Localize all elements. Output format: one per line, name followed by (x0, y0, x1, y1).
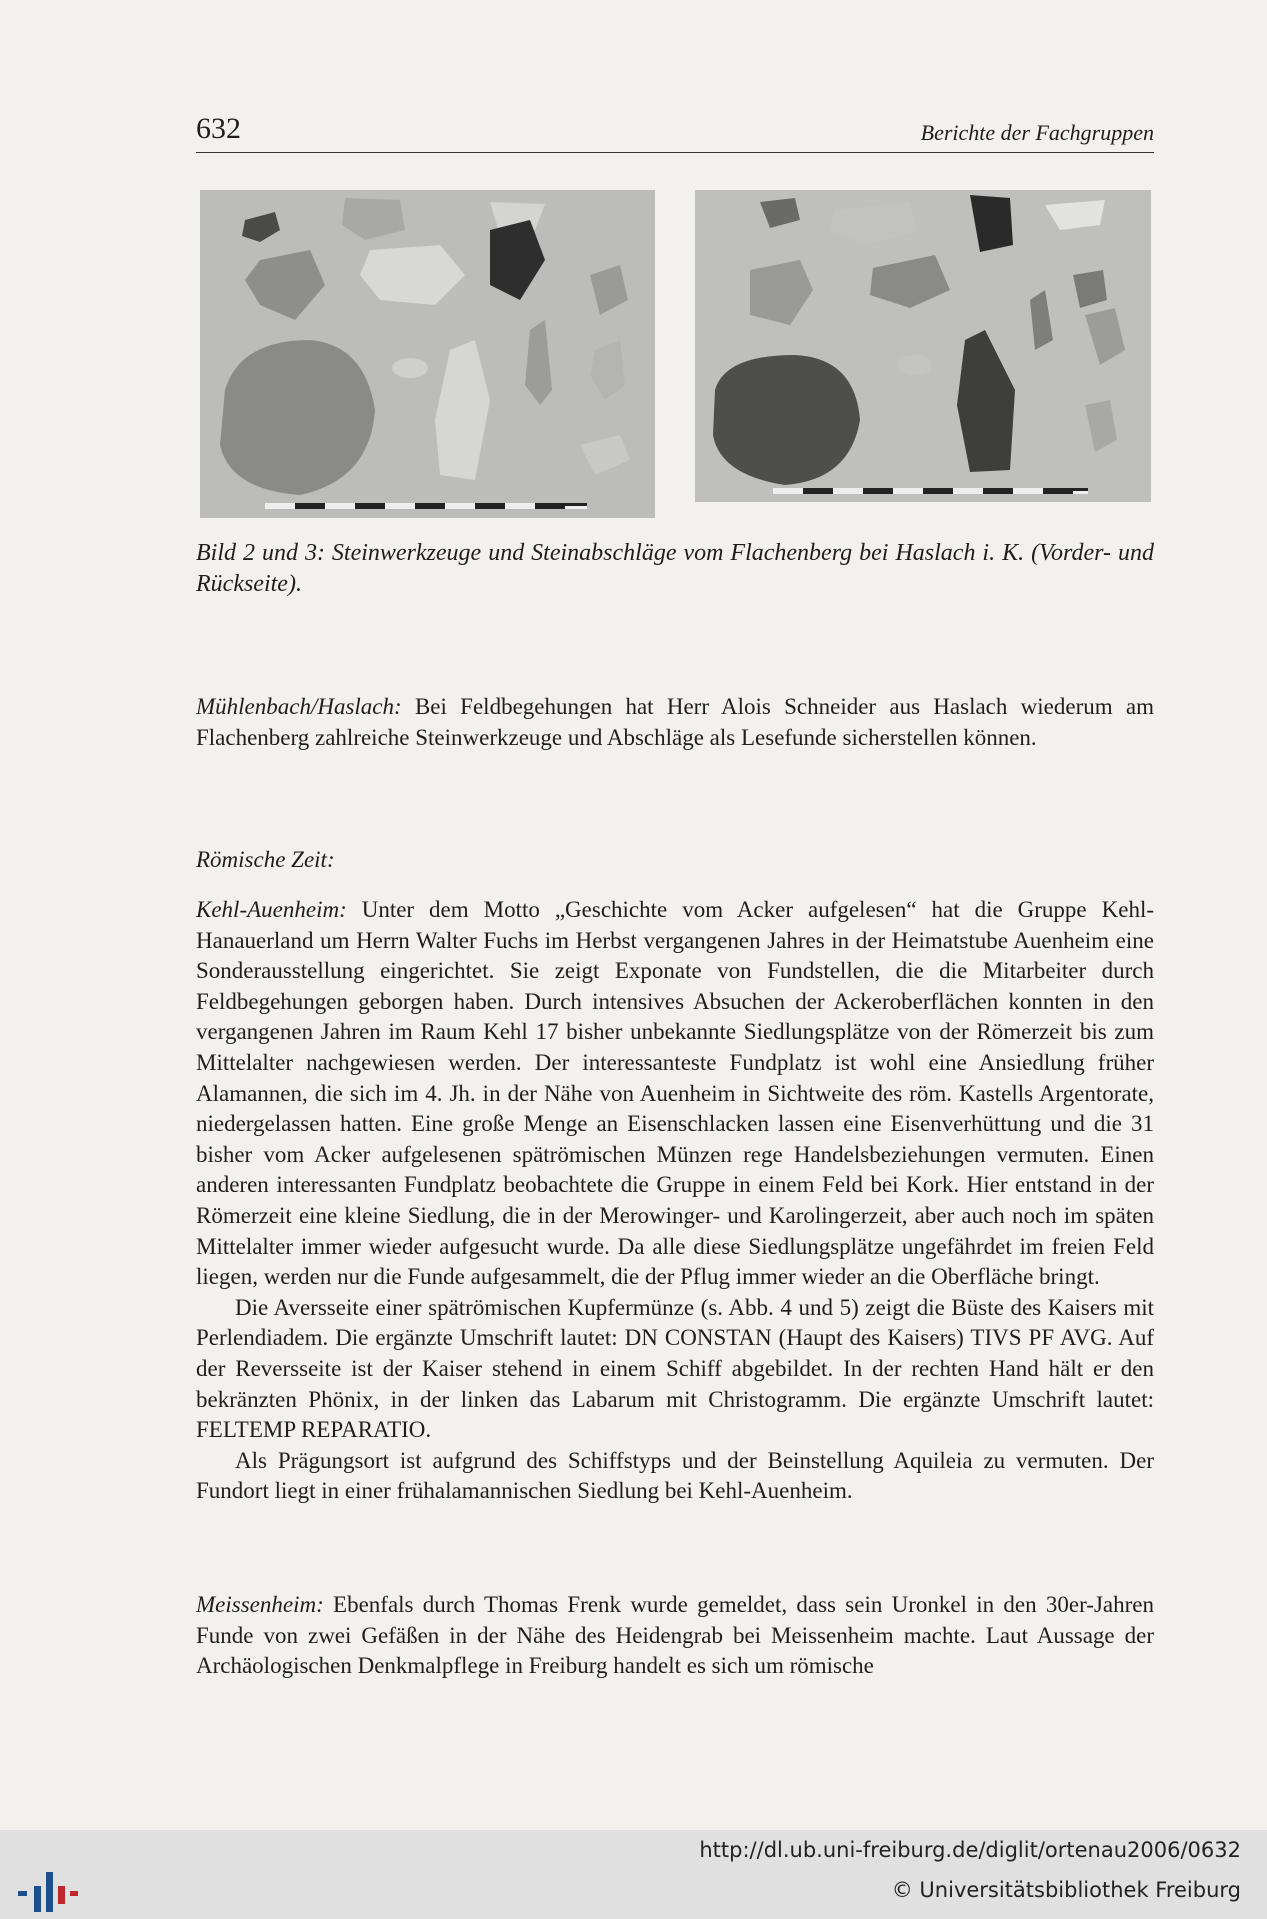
paragraph-mint: Als Prägungsort ist aufgrund des Schiffstyps und der Beinstellung Aquileia zu vermuten. Der Fundort liegt in einer frühalamannischen Siedlung bei Kehl-Auenheim. (196, 1447, 1154, 1504)
place-name: Meissenheim: (196, 1592, 324, 1617)
page-header (196, 112, 1154, 153)
paragraph-text: Unter dem Motto „Geschichte vom Acker aufgelesen“ hat die Gruppe Kehl-Hanauerland um Herrn Walter Fuchs im Herbst vergangenen Jahres in der Heimatstube Auenheim eine Sonderausstellung eingerichtet. Sie zeigt Exponate von Fundstellen, die die Mitarbeiter durch Feldbegehungen geborgen haben. Durch intensives Absuchen der Ackeroberflächen konnten in den vergangenen Jahren im Raum Kehl 17 bisher unbekannte Siedlungsplätze von der Römerzeit bis zum Mittelalter nachgewiesen werden. Der interessanteste Fundplatz ist wohl eine Ansiedlung früher Alamannen, die sich im 4. Jh. in der Nähe von Auenheim in Sichtweite des röm. Kastells Argentorate, niedergelassen hatten. Eine große Menge an Eisenschlacken lassen eine Eisenverhüttung und die 31 bisher vom Acker aufgelesenen spätrömischen Münzen rege Handelsbeziehungen vermuten. Einen anderen interessanten Fundplatz beobachtete die Gruppe in einem Feld bei Kork. Hier entstand in der Römerzeit eine kleine Siedlung, die in der Merowinger- und Karolingerzeit, aber auch noch im späten Mittelalter immer wieder aufgesucht wurde. Da alle diese Siedlungsplätze ungefährdet im freien Feld liegen, werden nur die Funde aufgesammelt, die der Pflug immer wieder an die Oberfläche bringt. (196, 897, 1154, 1290)
place-name: Mühlenbach/Haslach: (196, 694, 402, 719)
running-head: Berichte der Fachgruppen (920, 120, 1154, 145)
copyright-notice: © Universitätsbibliothek Freiburg (891, 1878, 1241, 1902)
figure-caption: Bild 2 und 3: Steinwerkzeuge und Steinabschläge vom Flachenberg bei Haslach i. K. (Vorder- und Rückseite). (196, 540, 1154, 597)
section-heading-roman (196, 845, 1154, 876)
paragraph-muehlenbach (196, 692, 1154, 753)
page-number: 632 (196, 112, 241, 145)
place-name: Kehl-Auenheim: (196, 897, 347, 922)
document-url-link[interactable]: http://dl.ub.uni-freiburg.de/diglit/ortenau2006/0632 (699, 1838, 1241, 1862)
stone-tools-back-photo (695, 190, 1151, 502)
paragraph-meissenheim (196, 1590, 1154, 1682)
paragraph-text: Bei Feldbegehungen hat Herr Alois Schneider aus Haslach wiederum am Flachenberg zahlreiche Steinwerkzeuge und Abschläge als Lesefunde sicherstellen können. (196, 694, 1154, 750)
library-logo-icon (18, 1872, 78, 1912)
paragraph-coin: Die Aversseite einer spätrömischen Kupfermünze (s. Abb. 4 und 5) zeigt die Büste des Kaisers mit Perlendiadem. Die ergänzte Umschrift lautet: DN CONSTAN (Haupt des Kaisers) TIVS PF AVG. Auf der Reversseite ist der Kaiser stehend in einem Schiff abgebildet. In der rechten Hand hält er den bekränzten Phönix, in der linken das Labarum mit Christogramm. Die ergänzte Umschrift lautet: FELTEMP REPARATIO. (196, 1294, 1154, 1443)
paragraph-kehl-auenheim (196, 895, 1154, 1507)
stone-tools-front-photo (200, 190, 655, 518)
paragraph-text: Ebenfals durch Thomas Frenk wurde gemeldet, dass sein Uronkel in den 30er-Jahren Funde von zwei Gefäßen in der Nähe des Heidengrab bei Meissenheim machte. Laut Aussage der Archäologischen Denkmalpflege in Freiburg handelt es sich um römische (196, 1592, 1154, 1679)
section-heading: Römische Zeit: (196, 847, 335, 872)
